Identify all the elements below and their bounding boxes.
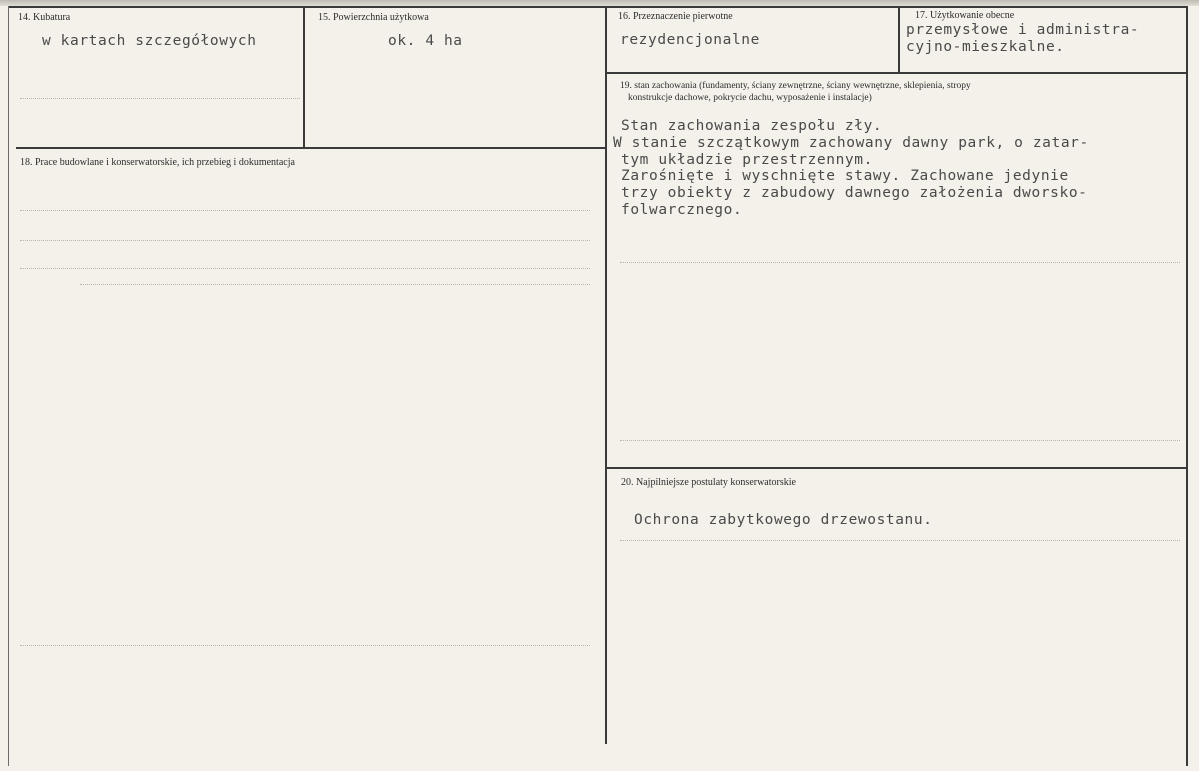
divider-14-15	[303, 6, 305, 148]
field-19-value-line-4: Zarośnięte i wyschnięte stawy. Zachowane jedynie	[621, 168, 1069, 184]
field-18-label: 18. Prace budowlane i konserwatorskie, ich przebieg i dokumentacja	[20, 157, 295, 168]
field-16-label: 16. Przeznaczenie pierwotne	[618, 11, 733, 22]
field-19-value-line-1: Stan zachowania zespołu zły.	[621, 118, 883, 134]
ruling	[20, 210, 590, 211]
field-19-value-line-3: tym układzie przestrzennym.	[621, 152, 873, 168]
field-17-label: 17. Użytkowanie obecne	[915, 10, 1015, 21]
left-border	[8, 6, 9, 766]
ruling	[20, 240, 590, 241]
field-14-label: 14. Kubatura	[18, 12, 71, 23]
divider-16-17	[898, 6, 900, 72]
field-19-value-line-5: trzy obiekty z zabudowy dawnego założenia dworsko-	[621, 185, 1088, 201]
divider-main-vertical	[605, 6, 607, 744]
field-15-label: 15. Powierzchnia użytkowa	[318, 12, 429, 23]
field-15-value: ok. 4 ha	[388, 33, 463, 49]
field-19-label-line-2: konstrukcje dachowe, pokrycie dachu, wyposażenie i instalacje)	[628, 93, 872, 103]
field-17-value-line-1: przemysłowe i administra-	[906, 22, 1140, 38]
field-17-value-line-2: cyjno-mieszkalne.	[906, 39, 1065, 55]
divider-row-19	[607, 72, 1186, 74]
field-16-value: rezydencjonalne	[620, 32, 760, 48]
field-14-value: w kartach szczegółowych	[42, 33, 257, 49]
ruling	[20, 268, 590, 269]
field-19-label-line-1: 19. stan zachowania (fundamenty, ściany zewnętrzne, ściany wewnętrzne, sklepienia, stropy	[620, 81, 971, 91]
top-border	[8, 6, 1188, 8]
ruling	[20, 98, 300, 99]
field-20-value: Ochrona zabytkowego drzewostanu.	[634, 512, 933, 528]
field-20-label: 20. Najpilniejsze postulaty konserwatorskie	[621, 477, 796, 488]
right-border	[1186, 6, 1188, 766]
divider-row-18	[16, 147, 606, 149]
ruling	[620, 440, 1180, 441]
ruling	[80, 284, 590, 285]
ruling	[620, 262, 1180, 263]
field-19-value-line-6: folwarcznego.	[621, 202, 743, 218]
ruling	[620, 540, 1180, 541]
field-19-value-line-2: W stanie szczątkowym zachowany dawny park, o zatar-	[613, 135, 1089, 151]
divider-row-20	[607, 467, 1186, 469]
ruling	[20, 645, 590, 646]
